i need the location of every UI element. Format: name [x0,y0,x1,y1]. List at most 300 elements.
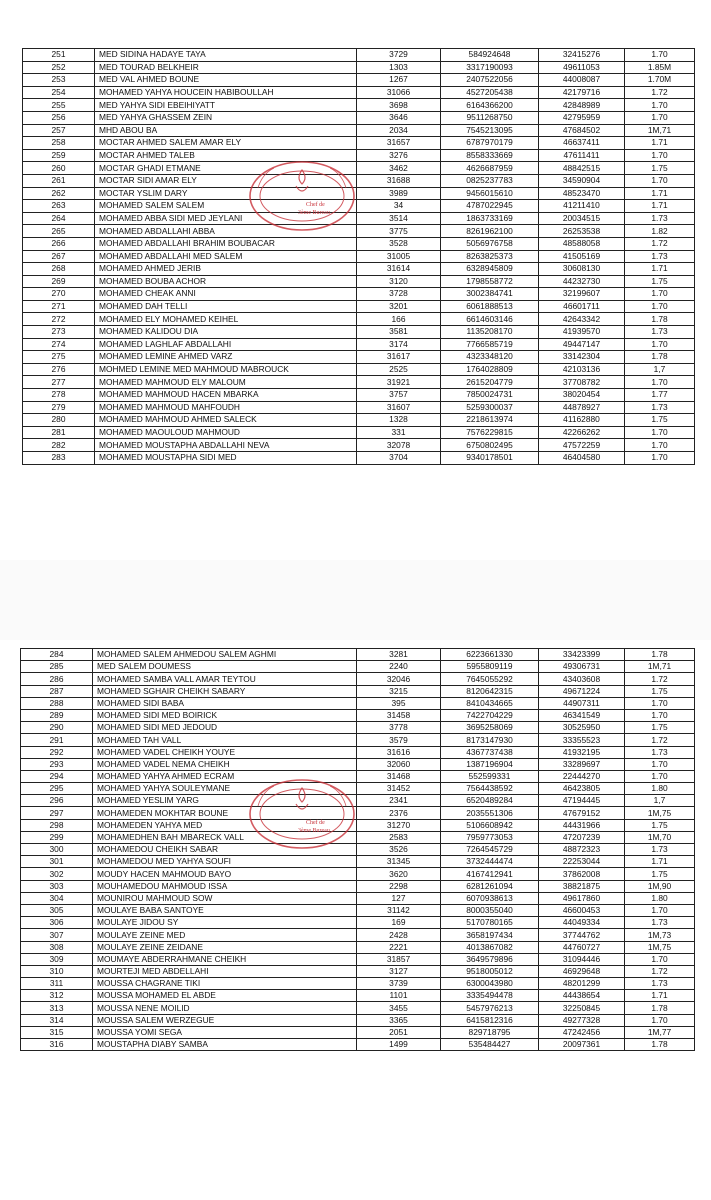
registration-code: 31005 [357,250,441,263]
table-row [21,929,695,941]
person-name: MOHAMEDEN MOKHTAR BOUNE [93,807,357,819]
height-value: 1.75 [625,685,695,697]
person-name: MOHAMED CHEAK ANNI [95,288,357,301]
height-value: 1.80 [625,892,695,904]
registration-code: 2240 [357,661,441,673]
row-number: 299 [21,831,93,843]
table-row [23,338,695,351]
height-value: 1.75 [625,819,695,831]
table-row [23,439,695,452]
height-value: 1.73 [625,212,695,225]
table-row [23,187,695,200]
row-number: 313 [21,1002,93,1014]
row-number: 269 [23,275,95,288]
phone-number: 47572259 [539,439,625,452]
phone-number: 48588058 [539,237,625,250]
phone-number: 48523470 [539,187,625,200]
height-value: 1.70 [625,697,695,709]
nni-number: 7766585719 [441,338,539,351]
registration-code: 31607 [357,401,441,414]
height-value: 1.70 [625,300,695,313]
person-name: MOUDY HACEN MAHMOUD BAYO [93,868,357,880]
stamp-line-1: Chef de [306,820,325,826]
table-row [21,734,695,746]
table-row [21,831,695,843]
person-name: MOHAMED LAGHLAF ABDALLAHI [95,338,357,351]
nni-number: 4527205438 [441,86,539,99]
nni-number: 3002384741 [441,288,539,301]
height-value: 1.70 [625,338,695,351]
row-number: 284 [21,649,93,661]
table-row [23,137,695,150]
nni-number: 3335494478 [441,990,539,1002]
row-number: 274 [23,338,95,351]
table-row [23,363,695,376]
person-name: MOHAMED VADEL CHEIKH YOUYE [93,746,357,758]
nni-number: 3317190093 [441,61,539,74]
registration-code: 2221 [357,941,441,953]
roster-table-1 [22,48,695,465]
table-row [23,376,695,389]
row-number: 268 [23,263,95,276]
person-name: MED YAHYA SIDI EBEIHIYATT [95,99,357,112]
table-row [23,86,695,99]
registration-code: 3455 [357,1002,441,1014]
nni-number: 1764028809 [441,363,539,376]
nni-number: 6300043980 [441,978,539,990]
height-value: 1.70 [625,174,695,187]
registration-code: 166 [357,313,441,326]
table-row [21,978,695,990]
nni-number: 9518005012 [441,965,539,977]
phone-number: 26253538 [539,225,625,238]
phone-number: 49671224 [539,685,625,697]
nni-number: 7850024731 [441,389,539,402]
nni-number: 7564438592 [441,783,539,795]
person-name: MOHAMED MAHMOUD AHMED SALECK [95,414,357,427]
table-row [23,275,695,288]
phone-number: 31094446 [539,953,625,965]
stamp-line-2: 3ème Bureau [298,828,330,834]
nni-number: 1863733169 [441,212,539,225]
row-number: 303 [21,880,93,892]
phone-number: 37862008 [539,868,625,880]
registration-code: 331 [357,426,441,439]
person-name: MED SALEM DOUMESS [93,661,357,673]
row-number: 292 [21,746,93,758]
table-row [23,61,695,74]
row-number: 279 [23,401,95,414]
row-number: 266 [23,237,95,250]
height-value: 1.78 [625,1039,695,1051]
registration-code: 2583 [357,831,441,843]
phone-number: 32415276 [539,49,625,62]
row-number: 254 [23,86,95,99]
phone-number: 33142304 [539,351,625,364]
row-number: 255 [23,99,95,112]
person-name: MOHAMED SIDI MED BOIRICK [93,709,357,721]
row-number: 259 [23,149,95,162]
phone-number: 47684502 [539,124,625,137]
nni-number: 7645055292 [441,673,539,685]
registration-code: 3620 [357,868,441,880]
phone-number: 46637411 [539,137,625,150]
table-row [21,965,695,977]
table-row [21,1039,695,1051]
nni-number: 7545213095 [441,124,539,137]
height-value: 1.70 [625,709,695,721]
phone-number: 20034515 [539,212,625,225]
person-name: MOHAMED LEMINE AHMED VARZ [95,351,357,364]
person-name: MOHAMEDOU MED YAHYA SOUFI [93,856,357,868]
phone-number: 32199607 [539,288,625,301]
nni-number: 0825237783 [441,174,539,187]
nni-number: 6520489284 [441,795,539,807]
person-name: MOULAYE JIDOU SY [93,917,357,929]
table-row [21,697,695,709]
table-row [21,844,695,856]
height-value: 1.71 [625,263,695,276]
phone-number: 44438654 [539,990,625,1002]
table-row [23,326,695,339]
nni-number: 8410434665 [441,697,539,709]
height-value: 1M,75 [625,941,695,953]
roster-page-1 [22,48,694,465]
person-name: MED TOURAD BELKHEIR [95,61,357,74]
registration-code: 3704 [357,452,441,465]
phone-number: 44760727 [539,941,625,953]
row-number: 315 [21,1026,93,1038]
registration-code: 32078 [357,439,441,452]
nni-number: 3658197434 [441,929,539,941]
registration-code: 31468 [357,770,441,782]
nni-number: 9456015610 [441,187,539,200]
height-value: 1.78 [625,351,695,364]
table-row [21,1014,695,1026]
height-value: 1.73 [625,326,695,339]
row-number: 267 [23,250,95,263]
person-name: MED VAL AHMED BOUNE [95,74,357,87]
phone-number: 47207239 [539,831,625,843]
nni-number: 6223661330 [441,649,539,661]
row-number: 260 [23,162,95,175]
nni-number: 6281261094 [441,880,539,892]
phone-number: 44049334 [539,917,625,929]
height-value: 1.73 [625,844,695,856]
height-value: 1,7 [625,795,695,807]
height-value: 1.70 [625,953,695,965]
row-number: 285 [21,661,93,673]
phone-number: 46600453 [539,904,625,916]
nni-number: 7576229815 [441,426,539,439]
row-number: 311 [21,978,93,990]
row-number: 253 [23,74,95,87]
person-name: MOHAMED YAHYA SOULEYMANE [93,783,357,795]
nni-number: 6328945809 [441,263,539,276]
row-number: 314 [21,1014,93,1026]
height-value: 1M,71 [625,124,695,137]
table-row [21,746,695,758]
nni-number: 7959773053 [441,831,539,843]
nni-number: 8173147930 [441,734,539,746]
row-number: 275 [23,351,95,364]
height-value: 1.73 [625,978,695,990]
table-row [21,722,695,734]
row-number: 286 [21,673,93,685]
phone-number: 41211410 [539,200,625,213]
phone-number: 49277328 [539,1014,625,1026]
registration-code: 2034 [357,124,441,137]
height-value: 1.71 [625,187,695,200]
row-number: 271 [23,300,95,313]
nni-number: 4787022945 [441,200,539,213]
phone-number: 33355523 [539,734,625,746]
row-number: 261 [23,174,95,187]
person-name: MOHMED LEMINE MED MAHMOUD MABROUCK [95,363,357,376]
person-name: MOHAMED MAOULOUD MAHMOUD [95,426,357,439]
person-name: MOHAMED YESLIM YARG [93,795,357,807]
height-value: 1.73 [625,746,695,758]
registration-code: 3276 [357,149,441,162]
person-name: MOUSSA MOHAMED EL ABDE [93,990,357,1002]
nni-number: 4013867082 [441,941,539,953]
person-name: MOUSSA NENE MOILID [93,1002,357,1014]
height-value: 1M,71 [625,661,695,673]
person-name: MOHAMED SIDI MED JEDOUD [93,722,357,734]
row-number: 300 [21,844,93,856]
phone-number: 48842515 [539,162,625,175]
nni-number: 1387196904 [441,758,539,770]
height-value: 1.73 [625,401,695,414]
registration-code: 3646 [357,111,441,124]
table-row [23,149,695,162]
registration-code: 31452 [357,783,441,795]
row-number: 276 [23,363,95,376]
nni-number: 8263825373 [441,250,539,263]
row-number: 302 [21,868,93,880]
phone-number: 30608130 [539,263,625,276]
height-value: 1.71 [625,200,695,213]
person-name: MED YAHYA GHASSEM ZEIN [95,111,357,124]
height-value: 1.75 [625,414,695,427]
person-name: MOUSSA SALEM WERZEGUE [93,1014,357,1026]
table-row [21,904,695,916]
row-number: 252 [23,61,95,74]
table-row [21,1002,695,1014]
person-name: MOUHAMEDOU MAHMOUD ISSA [93,880,357,892]
person-name: MOHAMED TAH VALL [93,734,357,746]
height-value: 1.72 [625,965,695,977]
table-row [23,263,695,276]
registration-code: 3127 [357,965,441,977]
table-row [23,174,695,187]
registration-code: 31921 [357,376,441,389]
registration-code: 3579 [357,734,441,746]
phone-number: 44907311 [539,697,625,709]
height-value: 1.70 [625,904,695,916]
registration-code: 2298 [357,880,441,892]
nni-number: 1135208170 [441,326,539,339]
height-value: 1.73 [625,250,695,263]
height-value: 1.75 [625,162,695,175]
phone-number: 49611053 [539,61,625,74]
nni-number: 5955809119 [441,661,539,673]
height-value: 1.78 [625,1002,695,1014]
person-name: MOHAMED MOUSTAPHA ABDALLAHI NEVA [95,439,357,452]
table-row [21,953,695,965]
stamp-line-1: Chef de [306,202,325,208]
nni-number: 6070938613 [441,892,539,904]
registration-code: 3989 [357,187,441,200]
row-number: 281 [23,426,95,439]
nni-number: 3649579896 [441,953,539,965]
person-name: MOHAMEDOU CHEIKH SABAR [93,844,357,856]
registration-code: 1303 [357,61,441,74]
nni-number: 6750802495 [441,439,539,452]
row-number: 278 [23,389,95,402]
registration-code: 3528 [357,237,441,250]
person-name: MOUSTAPHA DIABY SAMBA [93,1039,357,1051]
row-number: 296 [21,795,93,807]
phone-number: 42795959 [539,111,625,124]
registration-code: 3581 [357,326,441,339]
nni-number: 8120642315 [441,685,539,697]
table-row [21,661,695,673]
row-number: 309 [21,953,93,965]
nni-number: 4626687959 [441,162,539,175]
phone-number: 41162880 [539,414,625,427]
person-name: MOULAYE ZEINE MED [93,929,357,941]
row-number: 283 [23,452,95,465]
nni-number: 5106608942 [441,819,539,831]
height-value: 1.70 [625,770,695,782]
person-name: MOHAMED VADEL NEMA CHEIKH [93,758,357,770]
person-name: MOULAYE ZEINE ZEIDANE [93,941,357,953]
phone-number: 42848989 [539,99,625,112]
registration-code: 2341 [357,795,441,807]
registration-code: 1101 [357,990,441,1002]
registration-code: 3281 [357,649,441,661]
nni-number: 829718795 [441,1026,539,1038]
table-row [21,685,695,697]
nni-number: 552599331 [441,770,539,782]
row-number: 304 [21,892,93,904]
table-row [21,770,695,782]
person-name: MOURTEJI MED ABDELLAHI [93,965,357,977]
nni-number: 6164366200 [441,99,539,112]
row-number: 308 [21,941,93,953]
phone-number: 47194445 [539,795,625,807]
height-value: 1.70 [625,439,695,452]
height-value: 1.72 [625,86,695,99]
registration-code: 1267 [357,74,441,87]
table-row [23,74,695,87]
nni-number: 5056976758 [441,237,539,250]
phone-number: 33289697 [539,758,625,770]
person-name: MOHAMED ABBA SIDI MED JEYLANI [95,212,357,225]
registration-code: 3201 [357,300,441,313]
row-number: 298 [21,819,93,831]
height-value: 1.70 [625,426,695,439]
phone-number: 47679152 [539,807,625,819]
person-name: MOUNIROU MAHMOUD SOW [93,892,357,904]
person-name: MHD ABOU BA [95,124,357,137]
height-value: 1M,70 [625,831,695,843]
registration-code: 31614 [357,263,441,276]
person-name: MOUSSA CHAGRANE TIKI [93,978,357,990]
page-separator [0,560,711,640]
phone-number: 22253044 [539,856,625,868]
person-name: MOHAMED MAHMOUD ELY MALOUM [95,376,357,389]
person-name: MOHAMED ABDALLAHI BRAHIM BOUBACAR [95,237,357,250]
nni-number: 2035551306 [441,807,539,819]
phone-number: 46341549 [539,709,625,721]
person-name: MOHAMED ABDALLAHI MED SALEM [95,250,357,263]
registration-code: 1499 [357,1039,441,1051]
person-name: MOCTAR GHADI ETMANE [95,162,357,175]
height-value: 1M,75 [625,807,695,819]
registration-code: 3462 [357,162,441,175]
nni-number: 9340178501 [441,452,539,465]
roster-table-body [23,49,695,465]
person-name: MOHAMED YAHYA HOUCEIN HABIBOULLAH [95,86,357,99]
height-value: 1.78 [625,313,695,326]
height-value: 1.70 [625,758,695,770]
registration-code: 3729 [357,49,441,62]
nni-number: 6415812316 [441,1014,539,1026]
row-number: 290 [21,722,93,734]
registration-code: 31616 [357,746,441,758]
phone-number: 46929648 [539,965,625,977]
person-name: MOHAMED AHMED JERIB [95,263,357,276]
table-row [23,414,695,427]
registration-code: 31657 [357,137,441,150]
registration-code: 3514 [357,212,441,225]
table-row [21,758,695,770]
height-value: 1.75 [625,868,695,880]
height-value: 1.80 [625,783,695,795]
registration-code: 2051 [357,1026,441,1038]
stamp-line-2: 3ème Bureau [298,210,330,216]
registration-code: 127 [357,892,441,904]
table-row [23,250,695,263]
height-value: 1.70 [625,99,695,112]
height-value: 1.75 [625,275,695,288]
height-value: 1.70M [625,74,695,87]
nni-number: 8000355040 [441,904,539,916]
nni-number: 8558333669 [441,149,539,162]
person-name: MOHAMED SAMBA VALL AMAR TEYTOU [93,673,357,685]
person-name: MOHAMED ELY MOHAMED KEIHEL [95,313,357,326]
registration-code: 1328 [357,414,441,427]
person-name: MOCTAR SIDI AMAR ELY [95,174,357,187]
table-row [23,389,695,402]
row-number: 295 [21,783,93,795]
person-name: MOHAMED BOUBA ACHOR [95,275,357,288]
height-value: 1.85M [625,61,695,74]
person-name: MOCTAR AHMED TALEB [95,149,357,162]
phone-number: 22444270 [539,770,625,782]
table-row [23,300,695,313]
table-row [23,237,695,250]
phone-number: 46423805 [539,783,625,795]
registration-code: 395 [357,697,441,709]
row-number: 270 [23,288,95,301]
row-number: 282 [23,439,95,452]
table-row [23,313,695,326]
registration-code: 3365 [357,1014,441,1026]
table-row [23,426,695,439]
